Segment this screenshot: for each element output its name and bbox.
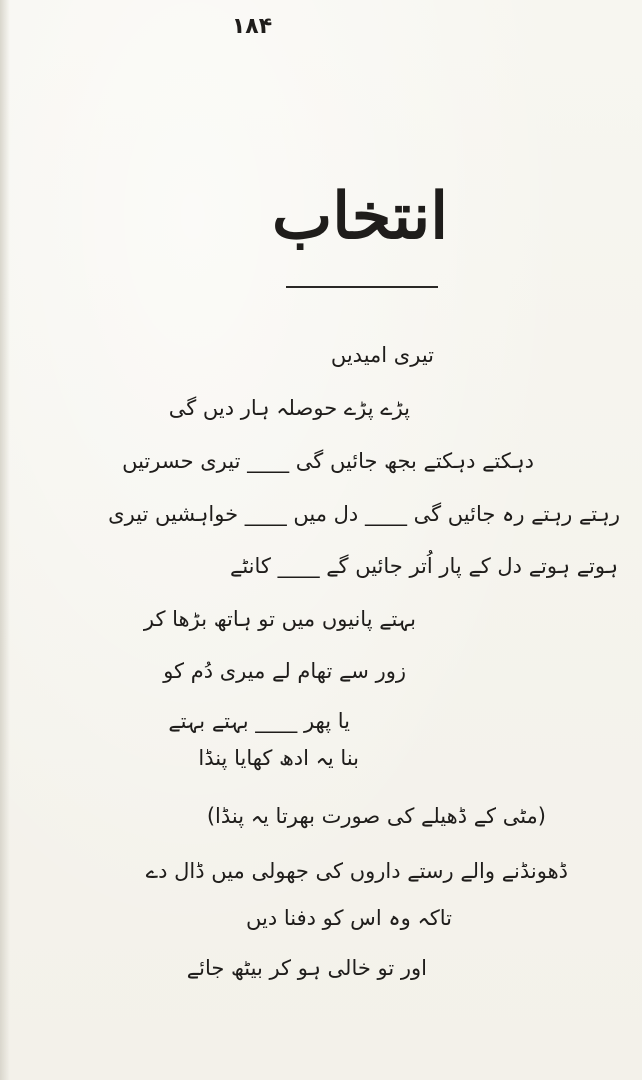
poem-line-11: ڈھونڈنے والے رستے داروں کی جھولی میں ڈال دے: [145, 859, 568, 883]
poem-line-5: ہوتے ہوتے دل کے پار اُتر جائیں گے ____ کانٹے: [230, 554, 618, 578]
poem-line-10: (مٹی کے ڈھیلے کی صورت بھرتا یہ پنڈا): [206, 804, 546, 828]
poem-line-6: بہتے پانیوں میں تو ہاتھ بڑھا کر: [143, 607, 416, 631]
poem-line-8: یا پھر ____ بہتے بہتے: [168, 709, 350, 733]
poem-line-1: تیری امیدیں: [330, 343, 434, 367]
title-underline: [286, 286, 438, 288]
poem-line-2: پڑے پڑے حوصلہ ہار دیں گی: [168, 396, 410, 420]
poem-line-12: تاکہ وہ اس کو دفنا دیں: [246, 906, 452, 930]
poem-line-9: بنا یہ ادھ کھایا پنڈا: [198, 746, 359, 770]
poem-line-3: دہکتے دہکتے بجھ جائیں گی ____ تیری حسرتیں: [122, 449, 534, 473]
poem-line-13: اور تو خالی ہو کر بیٹھ جائے: [186, 956, 427, 980]
poem-line-4: رہتے رہتے رہ جائیں گی ____ دل میں ____ خواہشیں تیری: [108, 502, 620, 526]
page-number: ۱۸۴: [231, 14, 273, 39]
poem-title: انتخاب: [272, 179, 448, 254]
page-edge-shadow: [0, 0, 10, 1080]
poem-line-7: زور سے تھام لے میری دُم کو: [163, 659, 406, 683]
